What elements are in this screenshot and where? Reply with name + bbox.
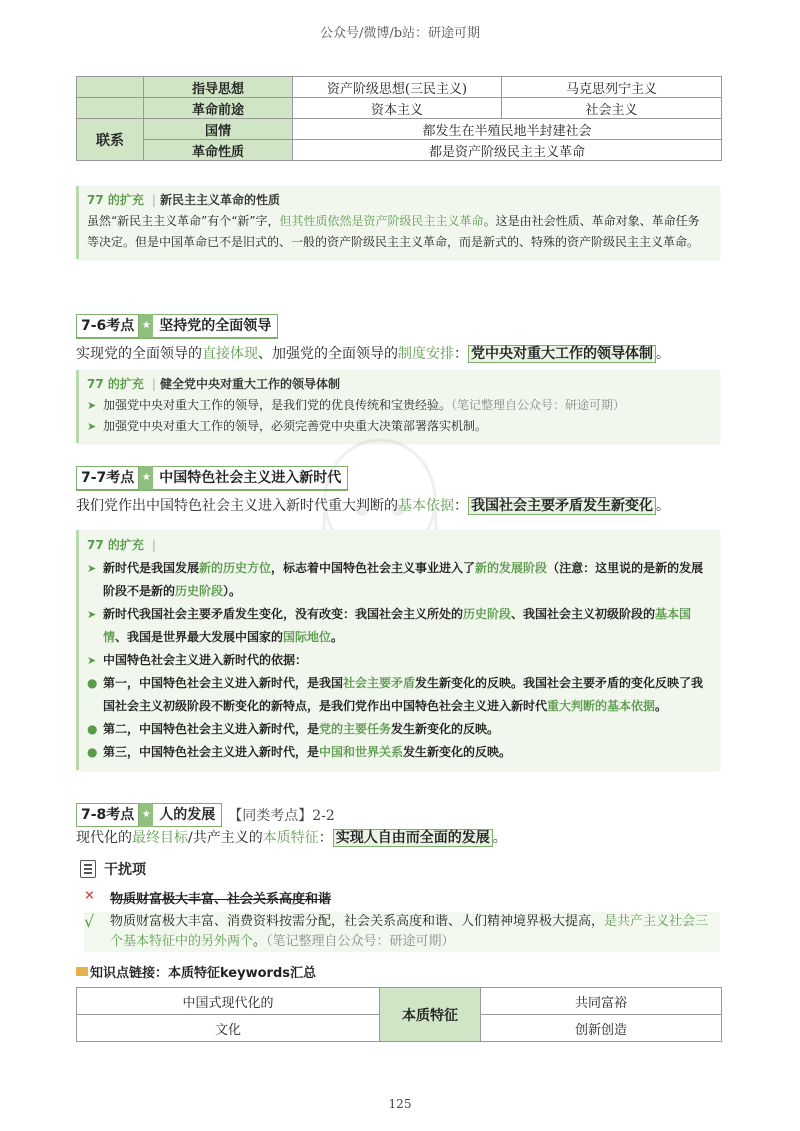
check-icon: √ <box>84 912 95 931</box>
cell-merged: 都是资产阶级民主主义革命 <box>293 140 722 161</box>
kw-cell: 文化 <box>77 1015 380 1042</box>
kaodian-title: 人的发展 <box>153 803 222 827</box>
kw-cell: 共同富裕 <box>481 988 722 1015</box>
key-answer: 党中央对重大工作的领导体制 <box>468 345 656 363</box>
kaodian-title: 中国特色社会主义进入新时代 <box>153 466 348 490</box>
group-label: 联系 <box>77 119 144 161</box>
page-header: 公众号/微博/b站：研途可期 <box>319 26 481 41</box>
cell-left: 资产阶级思想(三民主义) <box>293 77 502 98</box>
kaodian-label: 7-7考点 <box>76 466 139 490</box>
list-item: ➤ 加强党中央对重大工作的领导，必须完善党中央重大决策部署落实机制。 <box>87 416 710 437</box>
list-item: ➤ 新时代我国社会主要矛盾发生变化，没有改变：我国社会主义所处的历史阶段、我国社会主义初级阶段的基本国情、我国是世界最大发展中国家的国际地位。 <box>87 603 710 649</box>
right-option: √ 物质财富极大丰富、消费资料按需分配，社会关系高度和谐、人们精神境界极大提高，是共产主义社会三个基本特征中的另外两个。（笔记整理自公众号：研途可期） <box>84 912 720 952</box>
key-answer: 实现人自由而全面的发展 <box>333 829 493 847</box>
arrow-icon: ➤ <box>87 562 97 575</box>
cross-icon: × <box>84 888 95 903</box>
kw-cell: 中国式现代化的 <box>77 988 380 1015</box>
kaodian-label: 7-6考点 <box>76 314 139 338</box>
kw-center: 本质特征 <box>380 988 481 1042</box>
cell-merged: 都发生在半殖民地半封建社会 <box>293 119 722 140</box>
cell-right: 社会主义 <box>502 98 722 119</box>
arrow-icon: ➤ <box>87 608 97 621</box>
row-label: 指导思想 <box>144 77 293 98</box>
wrong-option: × 物质财富极大丰富、社会关系高度和谐 <box>84 888 332 907</box>
table-row <box>77 119 722 140</box>
extension-box-2: 77 的扩充 | 健全党中央对重大工作的领导体制 ➤ 加强党中央对重大工作的领导，是我们党的优良传统和宝贵经验。（笔记整理自公众号：研途可期） ➤ 加强党中央对重大工作的领导，必须完善党中央重大决策部署落实机制。 <box>76 370 720 443</box>
comparison-table <box>76 76 722 161</box>
clipboard-icon <box>80 860 96 878</box>
keywords-table <box>76 987 722 1042</box>
list-item: ➤ 加强党中央对重大工作的领导，是我们党的优良传统和宝贵经验。（笔记整理自公众号：研途可期） <box>87 395 710 416</box>
ext-badge: 77 的扩充 <box>87 538 144 552</box>
list-item: ➤ 中国特色社会主义进入新时代的依据： <box>87 649 710 672</box>
kw-cell: 创新创造 <box>481 1015 722 1042</box>
row-label: 革命性质 <box>144 140 293 161</box>
key-answer: 我国社会主要矛盾发生新变化 <box>468 497 656 515</box>
cell-left: 资本主义 <box>293 98 502 119</box>
table-row <box>77 140 722 161</box>
star-icon: ★ <box>139 314 153 338</box>
arrow-icon: ➤ <box>87 654 97 667</box>
ext-title: 新民主主义革命的性质 <box>159 193 280 207</box>
kaodian-7-8 <box>76 803 335 827</box>
list-item: ● 第三，中国特色社会主义进入新时代，是中国和世界关系发生新变化的反映。 <box>87 741 710 764</box>
row-label: 革命前途 <box>144 98 293 119</box>
kaodian-title: 坚持党的全面领导 <box>153 314 278 338</box>
star-icon: ★ <box>139 803 153 827</box>
table-row <box>77 77 722 98</box>
kaodian-label: 7-8考点 <box>76 803 139 827</box>
bullet-icon: ● <box>87 722 98 736</box>
arrow-icon: ➤ <box>87 420 97 433</box>
bullet-icon: ● <box>87 676 98 690</box>
kaodian-statement: 实现党的全面领导的直接体现、加强党的全面领导的制度安排： 党中央对重大工作的领导体制 。 <box>76 346 670 362</box>
page-number: 125 <box>388 1097 412 1111</box>
kaodian-7-6 <box>76 314 278 339</box>
distractor-heading: 干扰项 <box>80 859 146 879</box>
bullet-icon: ● <box>87 745 98 759</box>
cell-right: 马克思列宁主义 <box>502 77 722 98</box>
book-icon <box>76 967 88 976</box>
ext-paragraph: 虽然“新民主主义革命”有个“新”字，但其性质依然是资产阶级民主主义革命。这是由社会性质、革命对象、革命任务等决定。但是中国革命已不是旧式的、一般的资产阶级民主主义革命，而是新式的、特殊的资产阶级民主主义革命。 <box>87 214 700 249</box>
arrow-icon: ➤ <box>87 399 97 412</box>
table-row <box>77 988 722 1015</box>
related-kaodian: 【同类考点】2-2 <box>228 808 335 824</box>
list-item: ● 第二，中国特色社会主义进入新时代，是党的主要任务发生新变化的反映。 <box>87 718 710 741</box>
ext-badge: 77 的扩充 <box>87 193 144 207</box>
row-label: 国情 <box>144 119 293 140</box>
extension-box-1: 77 的扩充 | 新民主主义革命的性质 虽然“新民主主义革命”有个“新”字，但其性质依然是资产阶级民主主义革命。这是由社会性质、革命对象、革命任务等决定。但是中国革命已不是旧式的、一般的资产阶级民主主义革命，而是新式的、特殊的资产阶级民主主义革命。 <box>76 186 720 259</box>
ext-badge: 77 的扩充 <box>87 377 144 391</box>
knowledge-link: 知识点链接：本质特征keywords汇总 <box>76 962 316 981</box>
ext-title: 健全党中央对重大工作的领导体制 <box>159 377 340 391</box>
table-row <box>77 98 722 119</box>
kaodian-statement: 现代化的最终目标/共产主义的本质特征： 实现人自由而全面的发展 。 <box>76 830 507 846</box>
kaodian-statement: 我们党作出中国特色社会主义进入新时代重大判断的基本依据： 我国社会主要矛盾发生新变化 。 <box>76 498 670 514</box>
list-item: ➤ 新时代是我国发展新的历史方位，标志着中国特色社会主义事业进入了新的发展阶段（注意：这里说的是新的发展阶段不是新的历史阶段）。 <box>87 557 710 603</box>
extension-box-3: 77 的扩充 | ➤ 新时代是我国发展新的历史方位，标志着中国特色社会主义事业进入了新的发展阶段（注意：这里说的是新的发展阶段不是新的历史阶段）。 ➤ 新时代我国社会主要矛盾发生变化，没有改变：我国社会主义所处的历史阶段、我国社会主义初级阶段的基本国情、我国是世界最大发展中国家的国际地位。 ➤ 中国特色社会主义进入新时代的依据： ● 第一，中国特色社会主义进入新时代，是我国社会主要矛盾发生新变化的反映。我国社会主要矛盾的变化反映了我国社会主义初级阶段不断变化的新特点，是我们党作出中国特色社会主义进入新时代重大判断的基本依据。 ● 第二，中国特色社会主义进入新时代，是党的主要任务发生新变化的反映。 ● 第三，中国特色社会主义进入新时代，是中国和世界关系发生新变化的反映。 <box>76 530 720 770</box>
list-item: ● 第一，中国特色社会主义进入新时代，是我国社会主要矛盾发生新变化的反映。我国社会主要矛盾的变化反映了我国社会主义初级阶段不断变化的新特点，是我们党作出中国特色社会主义进入新时代重大判断的基本依据。 <box>87 672 710 718</box>
star-icon: ★ <box>139 466 153 490</box>
